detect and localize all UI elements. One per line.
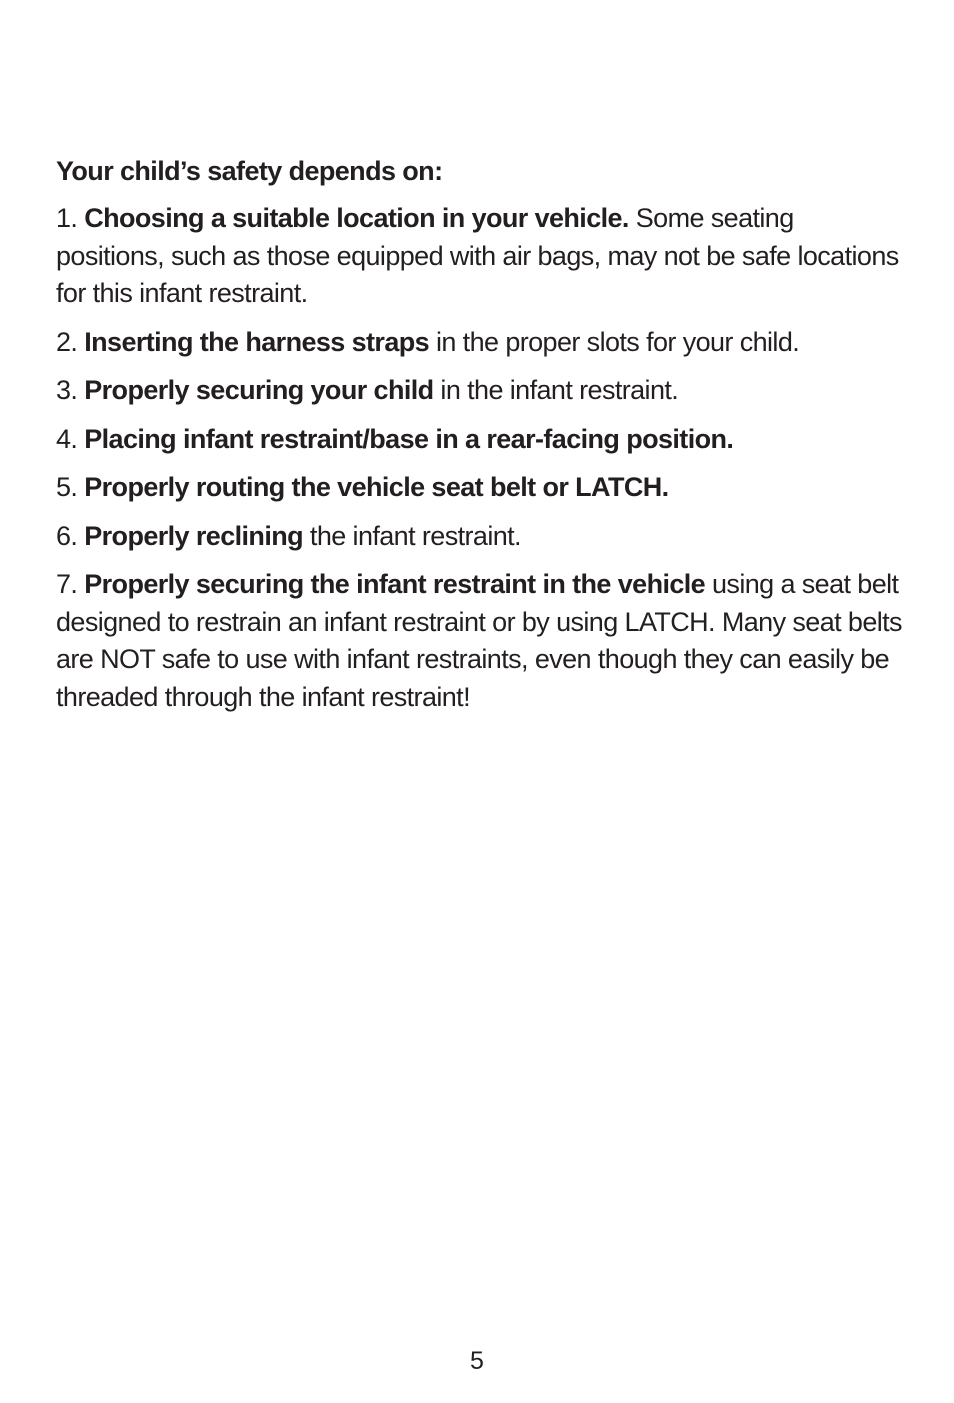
item-bold-text: Properly securing the infant restraint in the vehicle bbox=[84, 569, 706, 599]
list-item bbox=[56, 200, 906, 313]
item-number: 4. bbox=[56, 423, 78, 454]
section-heading: Your child’s safety depends on: bbox=[56, 156, 443, 186]
list-item bbox=[56, 518, 906, 556]
item-bold-text: Inserting the harness straps bbox=[84, 326, 430, 357]
list-item bbox=[56, 421, 906, 459]
list-item bbox=[56, 566, 906, 716]
list-item bbox=[56, 469, 906, 507]
list-item bbox=[56, 372, 906, 410]
item-text: Some seating positions, such as those equipped with air bags, may not be safe locations for this infant restraint. bbox=[56, 203, 899, 308]
item-bold-text: Properly securing your child bbox=[84, 375, 434, 405]
list-item bbox=[56, 324, 906, 362]
page-number: 5 bbox=[470, 1347, 484, 1375]
item-text: using a seat belt designed to restrain an infant restraint or by using LATCH. Many seat belts are NOT safe to use with infant restraints, even though they can easily be threaded through the infant restraint! bbox=[56, 569, 902, 712]
item-text: in the proper slots for your child. bbox=[429, 326, 800, 357]
item-bold-text: Properly routing the vehicle seat belt or LATCH. bbox=[84, 472, 669, 502]
item-number: 2. bbox=[56, 326, 78, 357]
item-text: the infant restraint. bbox=[303, 520, 521, 551]
item-number: 3. bbox=[56, 375, 78, 405]
item-bold-text: Placing infant restraint/base in a rear-facing position. bbox=[84, 423, 734, 454]
item-number: 5. bbox=[56, 472, 78, 502]
document-body bbox=[56, 152, 906, 727]
item-text: in the infant restraint. bbox=[433, 375, 679, 405]
item-number: 1. bbox=[56, 203, 78, 233]
item-bold-text: Choosing a suitable location in your vehicle. bbox=[84, 203, 629, 233]
item-number: 7. bbox=[56, 569, 78, 599]
item-number: 6. bbox=[56, 520, 78, 551]
item-bold-text: Properly reclining bbox=[84, 520, 304, 551]
